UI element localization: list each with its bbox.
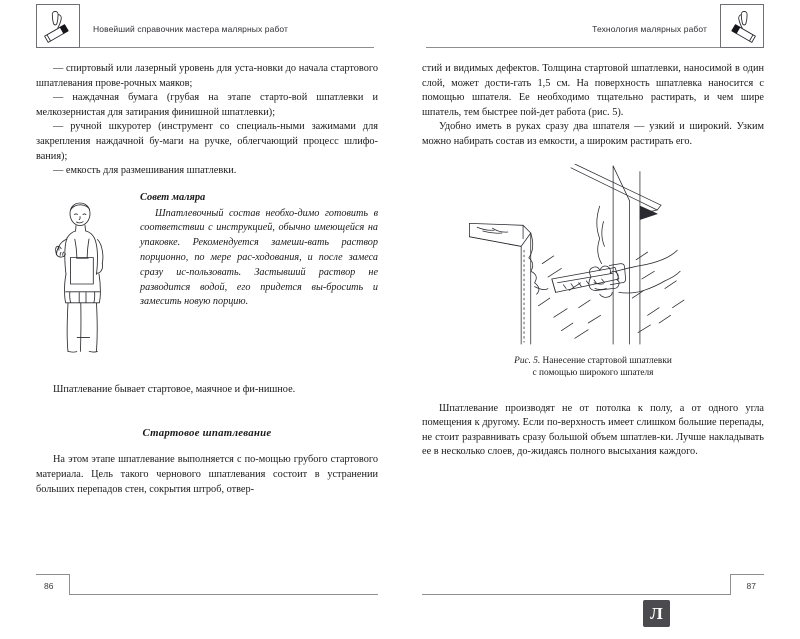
paintbrush-icon xyxy=(720,4,764,48)
painter-tip-box xyxy=(36,191,378,361)
figure-caption-line-2: с помощью широкого шпателя xyxy=(532,368,654,379)
right-column-body-top xyxy=(422,62,764,150)
left-column-body xyxy=(36,62,378,179)
right-page-number: 87 xyxy=(746,581,756,591)
section-heading-start-filling: Стартовое шпатлевание xyxy=(142,427,272,440)
running-head-rule xyxy=(426,47,720,48)
paragraph-thickness: стий и видимых дефектов. Толщина стартовой шпатлевки, наносимой в один слой, может дости-гать 1,5 см. На поверхность шпатлевка наносится с помощью шпателя. Ее необходимо тщательно растирать, и чем шире шпатель, тем быстрее пой-дет работа (рис. 5). xyxy=(422,63,764,118)
paintbrush-icon xyxy=(36,4,80,48)
publisher-logo xyxy=(643,600,670,627)
right-running-head xyxy=(422,0,764,62)
publisher-logo-letter: Л xyxy=(650,604,663,623)
left-section-body xyxy=(36,453,378,497)
paragraph-application-direction: Шпатлевание производят не от потолка к полу, а от одного угла помещения к другому. Если по-верхность имеет слишком большие перепады, не стоит разравнивать сразу большой объем шпатлев-ки. Лучше накладывать ее в несколько слоев, до-жидаясь полного высыхания каждого. xyxy=(422,402,764,458)
figure-number: Рис. 5. xyxy=(514,355,541,366)
left-folio xyxy=(36,573,378,595)
folio-rule xyxy=(422,594,730,595)
figure-caption xyxy=(422,355,764,380)
tip-body: Шпатлевочный состав необхо-димо готовить в соответствии с инструкцией, обычно имеющейся на упаковке. Рекомендуется замеши-вать раствор порционно, по мере рас-ходования, и после замеса сразу ис-пользовать. Застывший раствор не разводится водой, его придется вы-бросить и замесить новую порцию. xyxy=(140,207,378,308)
bullet-container: — емкость для размешивания шпатлевки. xyxy=(53,165,237,177)
tip-text-block xyxy=(140,191,378,310)
left-running-head xyxy=(36,0,378,62)
painter-figure-illustration xyxy=(36,193,128,361)
bullet-level: — спиртовый или лазерный уровень для уста-новки до начала стартового шпатлевания прове-рочных маяков; xyxy=(36,63,378,89)
tip-title: Совет маляра xyxy=(140,191,206,203)
right-folio xyxy=(422,573,764,595)
bullet-sanding-tool: — ручной шкуротер (инструмент со специаль-ными зажимами для закрепления наждачной бу-маги на ручке, облегчающий процесс шлифо-вания); xyxy=(36,121,378,162)
paragraph-start-filling: На этом этапе шпатлевание выполняется с по-мощью грубого стартового материала. Цель такого чернового шпатлевания состоит в устранении больших перепадов стен, сокрытия штроб, отвер- xyxy=(36,454,378,495)
right-page xyxy=(400,0,800,639)
figure-caption-line-1: Нанесение стартовой шпатлевки xyxy=(540,355,672,366)
left-page-number: 86 xyxy=(44,581,54,591)
paragraph-types-of-filling: Шпатлевание бывает стартовое, маячное и фи-нишное. xyxy=(53,383,296,395)
folio-rule xyxy=(70,594,378,595)
paragraph-two-spatulas: Удобно иметь в руках сразу два шпателя — узкий и широкий. Узким можно набирать состав из емкости, а широким растирать его. xyxy=(422,121,764,147)
right-running-head-title: Технология малярных работ xyxy=(587,24,712,34)
running-head-rule xyxy=(80,47,374,48)
bullet-sandpaper: — наждачная бумага (грубая на этапе старто-вой шпатлевки и мелкозернистая для затирания финишной шпатлевки); xyxy=(36,92,378,118)
left-running-head-title: Новейший справочник мастера малярных работ xyxy=(88,24,293,34)
wall-spatula-illustration xyxy=(422,164,764,346)
left-after-tip xyxy=(36,383,378,398)
right-column-body-bottom xyxy=(422,402,764,460)
